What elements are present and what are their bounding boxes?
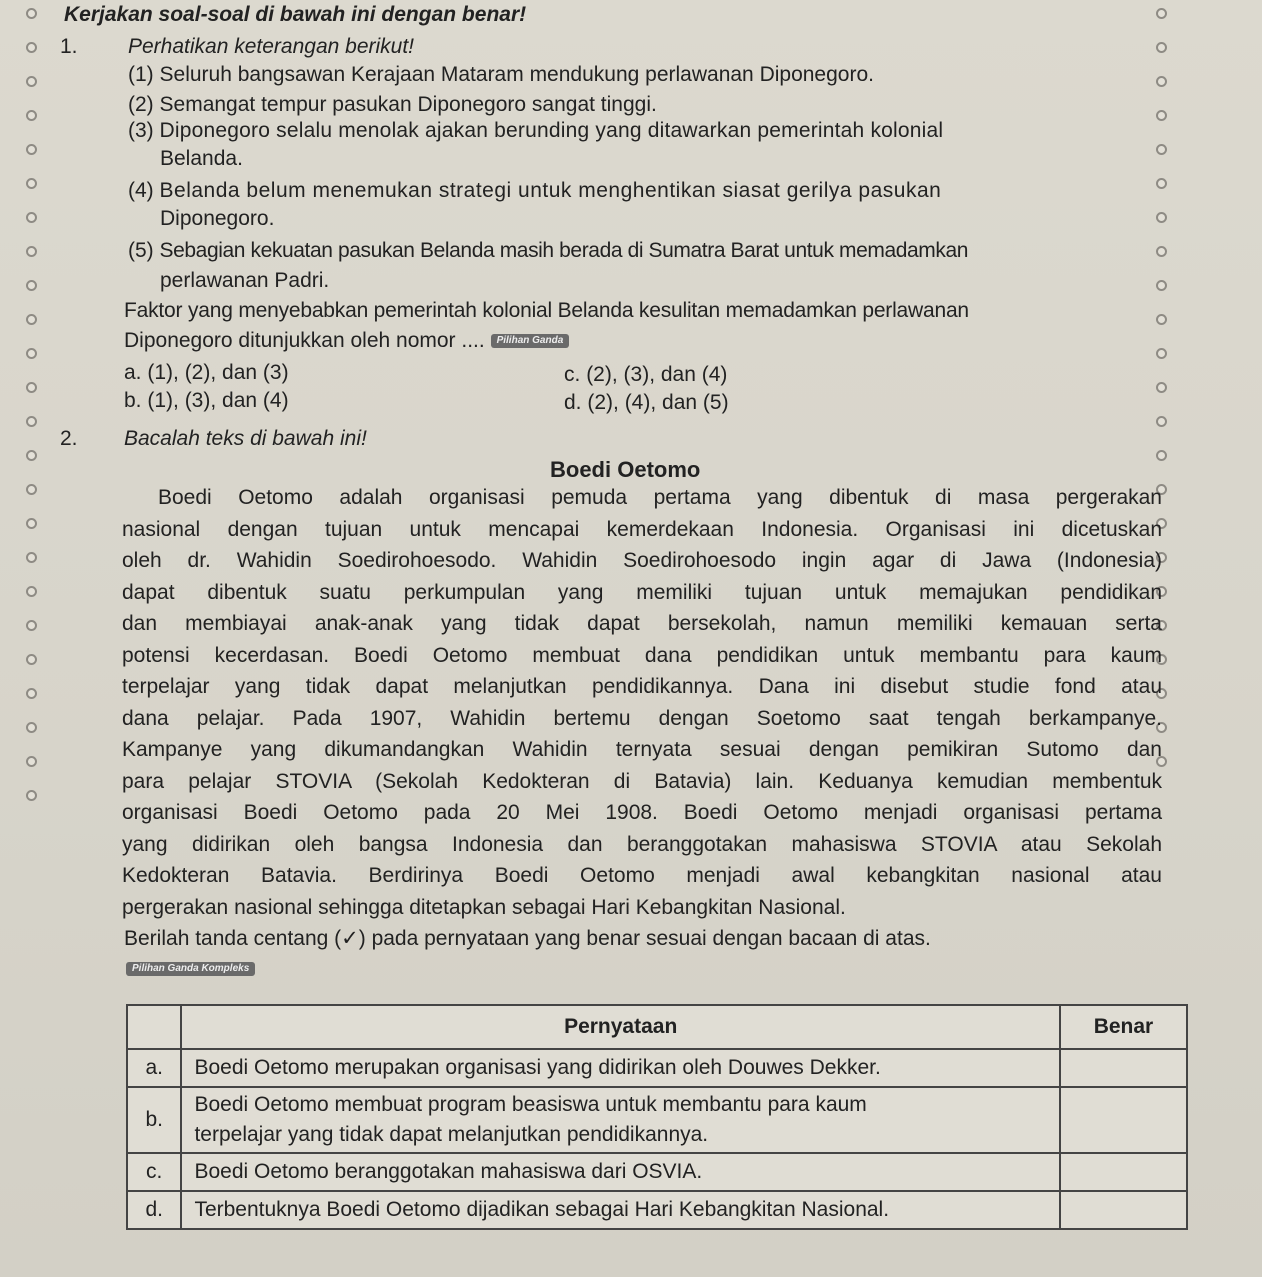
table-row — [127, 1087, 1187, 1153]
q1-option-c[interactable] — [564, 362, 727, 388]
q1-item-4-num: (4) — [128, 179, 154, 202]
q1-option-a-letter: a. — [124, 361, 142, 384]
q1-option-d[interactable] — [564, 390, 729, 416]
row-check-cell[interactable] — [1060, 1191, 1187, 1229]
passage-line: Kedokteran Batavia. Berdirinya Boedi Oetomo menjadi awal kebangkitan nasional atau — [122, 864, 1162, 887]
q1-option-d-text: (2), (4), dan (5) — [587, 391, 729, 414]
q1-question-line1: Faktor yang menyebabkan pemerintah kolonial Belanda kesulitan memadamkan perlawanan — [124, 299, 969, 322]
q1-item-4-text-line2: Diponegoro. — [160, 207, 275, 230]
q1-item-4 — [128, 178, 941, 204]
row-statement: Boedi Oetomo merupakan organisasi yang didirikan oleh Douwes Dekker. — [181, 1049, 1059, 1087]
q2-intro: Bacalah teks di bawah ini! — [124, 427, 367, 450]
q1-item-2-num: (2) — [128, 93, 154, 116]
passage-line: potensi kecerdasan. Boedi Oetomo membuat dana pendidikan untuk membantu para kaum — [122, 643, 1162, 667]
binder-rings-left — [26, 8, 40, 824]
q2-instruction: Berilah tanda centang (✓) pada pernyataan yang benar sesuai dengan bacaan di atas. — [124, 927, 931, 950]
q1-item-1-num: (1) — [128, 63, 154, 86]
row-check-cell[interactable] — [1060, 1087, 1187, 1153]
reading-passage — [122, 482, 1162, 923]
q1-item-5-text-line1: Sebagian kekuatan pasukan Belanda masih berada di Sumatra Barat untuk memadamkan — [159, 239, 969, 262]
passage-line: pergerakan nasional sehingga ditetapkan sebagai Hari Kebangkitan Nasional. — [122, 895, 846, 919]
table-row — [127, 1153, 1187, 1191]
table-header-statement: Pernyataan — [181, 1005, 1059, 1049]
q1-item-3-text-line2: Belanda. — [160, 147, 243, 170]
q1-item-1-text: Seluruh bangsawan Kerajaan Mataram mendukung perlawanan Diponegoro. — [159, 63, 874, 86]
q1-question-line2 — [124, 328, 569, 354]
row-statement-line: terpelajar yang tidak dapat melanjutkan pendidikannya. — [194, 1123, 709, 1146]
q1-item-4-text-line1: Belanda belum menemukan strategi untuk menghentikan siasat gerilya pasukan — [159, 179, 942, 202]
row-statement: Boedi Oetomo beranggotakan mahasiswa dari OSVIA. — [181, 1153, 1059, 1191]
passage-line: dan membiayai anak-anak yang tidak dapat bersekolah, namun memiliki kemauan serta — [122, 612, 1162, 635]
statement-table — [126, 1004, 1188, 1230]
q1-number: 1. — [60, 35, 78, 58]
passage-line: para pelajar STOVIA (Sekolah Kedokteran di Batavia) lain. Keduanya kemudian membentuk — [122, 769, 1162, 793]
passage-line: nasional dengan tujuan untuk mencapai kemerdekaan Indonesia. Organisasi ini dicetuskan — [122, 517, 1162, 541]
q1-item-2-text: Semangat tempur pasukan Diponegoro sangat tinggi. — [159, 93, 657, 116]
table-header-correct: Benar — [1060, 1005, 1187, 1049]
table-header-row — [127, 1005, 1187, 1049]
q1-option-c-text: (2), (3), dan (4) — [586, 363, 728, 386]
row-check-cell[interactable] — [1060, 1049, 1187, 1087]
q1-option-b-letter: b. — [124, 389, 142, 412]
passage-line: dapat dibentuk suatu perkumpulan yang memiliki tujuan untuk memajukan pendidikan — [122, 580, 1162, 604]
q2-number: 2. — [60, 427, 78, 450]
row-check-cell[interactable] — [1060, 1153, 1187, 1191]
q1-item-5 — [128, 238, 968, 264]
q1-item-1 — [128, 62, 874, 88]
q1-item-3-text-line1: Diponegoro selalu menolak ajakan berunding yang ditawarkan pemerintah kolonial — [159, 119, 944, 142]
reading-title: Boedi Oetomo — [550, 457, 701, 482]
q1-question-text: Diponegoro ditunjukkan oleh nomor .... — [124, 329, 485, 352]
q1-option-b[interactable] — [124, 388, 289, 414]
q1-option-b-text: (1), (3), dan (4) — [147, 389, 289, 412]
passage-line: Boedi Oetomo adalah organisasi pemuda pertama yang dibentuk di masa pergerakan — [158, 486, 1162, 509]
q1-item-5-text-line2: perlawanan Padri. — [160, 269, 330, 292]
row-letter: a. — [127, 1049, 181, 1087]
passage-line: oleh dr. Wahidin Soedirohoesodo. Wahidin Soedirohoesodo ingin agar di Jawa (Indonesia) — [122, 549, 1162, 572]
table-row — [127, 1191, 1187, 1229]
row-statement — [181, 1087, 1059, 1153]
q1-item-2 — [128, 92, 657, 118]
row-letter: d. — [127, 1191, 181, 1229]
row-statement: Terbentuknya Boedi Oetomo dijadikan sebagai Hari Kebangkitan Nasional. — [181, 1191, 1059, 1229]
passage-line: yang didirikan oleh bangsa Indonesia dan beranggotakan mahasiswa STOVIA atau Sekolah — [122, 832, 1162, 856]
row-letter: b. — [127, 1087, 181, 1153]
q1-intro: Perhatikan keterangan berikut! — [128, 35, 415, 58]
q1-option-a[interactable] — [124, 360, 289, 386]
q1-item-3 — [128, 118, 943, 144]
passage-line: organisasi Boedi Oetomo pada 20 Mei 1908. Boedi Oetomo menjadi organisasi pertama — [122, 801, 1162, 824]
passage-line: dana pelajar. Pada 1907, Wahidin bertemu dengan Soetomo saat tengah berkampanye. — [122, 706, 1162, 730]
q1-item-5-num: (5) — [128, 239, 154, 262]
q2-badge-wrap — [126, 962, 255, 976]
passage-line: terpelajar yang tidak dapat melanjutkan pendidikannya. Dana ini disebut studie fond atau — [122, 675, 1162, 698]
q1-item-3-num: (3) — [128, 119, 154, 142]
page-header: Kerjakan soal-soal di bawah ini dengan benar! — [64, 3, 527, 26]
q1-badge: Pilihan Ganda — [491, 334, 570, 348]
row-statement-line: Boedi Oetomo membuat program beasiswa untuk membantu para kaum — [194, 1093, 867, 1116]
table-row — [127, 1049, 1187, 1087]
q2-badge: Pilihan Ganda Kompleks — [126, 962, 255, 976]
table-header-letter — [127, 1005, 181, 1049]
row-letter: c. — [127, 1153, 181, 1191]
q1-option-d-letter: d. — [564, 391, 582, 414]
passage-line: Kampanye yang dikumandangkan Wahidin ternyata sesuai dengan pemikiran Sutomo dan — [122, 738, 1162, 761]
q1-option-c-letter: c. — [564, 363, 581, 386]
q1-option-a-text: (1), (2), dan (3) — [147, 361, 289, 384]
